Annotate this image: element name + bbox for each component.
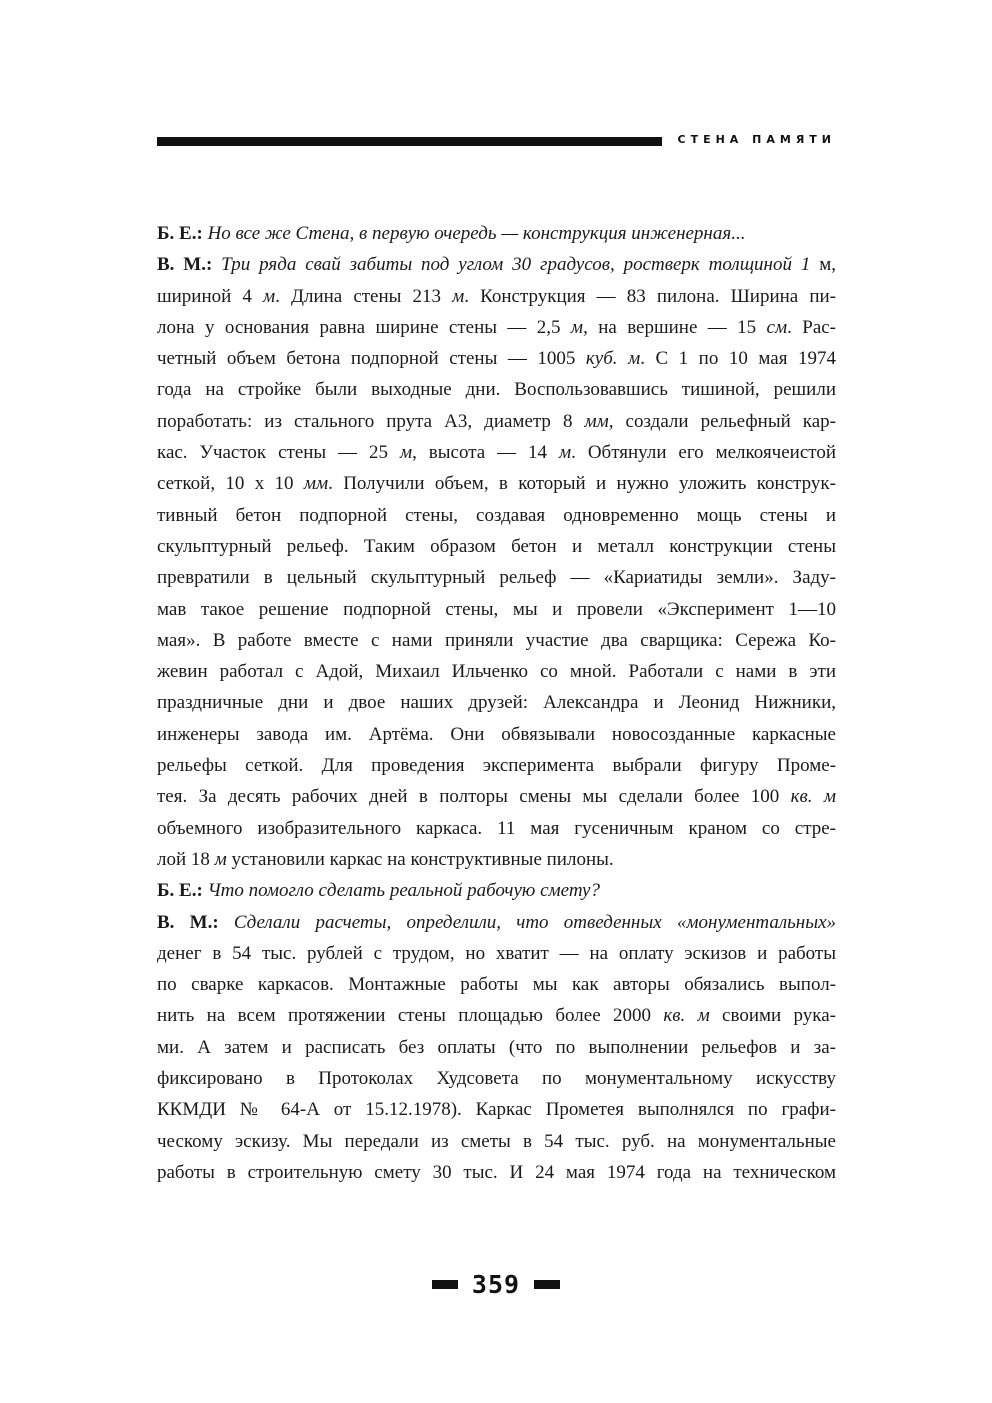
- unit-text: м: [263, 285, 276, 307]
- line-text: , на вершине — 15: [583, 316, 767, 338]
- line-text: . Рас-: [787, 316, 836, 338]
- line-text: объемного изобразительного каркаса. 11 мая гусеничным краном со стре-: [157, 817, 836, 839]
- unit-text: кв. м: [663, 1005, 710, 1027]
- line-text: кас. Участок стены — 25: [157, 442, 400, 464]
- unit-text: Сделали расчеты, определили, что отведенных «монументальных»: [218, 911, 836, 933]
- text-line: [157, 374, 836, 405]
- unit-text: Но все же Стена, в первую очередь — конструкция инженерная...: [202, 223, 746, 244]
- unit-text: мм: [303, 473, 329, 495]
- unit-text: м: [570, 316, 584, 338]
- unit-text: Три ряда свай забиты под углом 30 градусов, ростверк толщиной 1: [212, 254, 820, 276]
- line-text: . Длина стены 213: [275, 285, 453, 307]
- text-line: [157, 1000, 836, 1031]
- text-line: [157, 1126, 836, 1157]
- line-text: ческому эскизу. Мы передали из сметы в 54 тыс. руб. на монументальные: [157, 1130, 836, 1152]
- text-line: [157, 750, 836, 781]
- unit-text: м: [399, 442, 413, 464]
- unit-text: Что помогло сделать реальной рабочую смету?: [202, 880, 600, 902]
- unit-text: ,: [831, 254, 836, 276]
- line-text: ККМДИ № 64-А от 15.12.1978). Каркас Прометея выполнялся по графи-: [157, 1099, 836, 1121]
- line-text: своими рука-: [709, 1005, 836, 1027]
- line-text: года на стройке были выходные дни. Воспользовавшись тишиной, решили: [157, 379, 836, 401]
- line-text: . Получили объем, в который и нужно уложить конструк-: [328, 473, 836, 495]
- unit-text: кв. м: [790, 786, 836, 808]
- unit-text: куб. м: [585, 348, 641, 370]
- text-line: [157, 312, 836, 343]
- section-title: СТЕНА ПАМЯТИ: [677, 133, 836, 146]
- unit-text: м: [214, 848, 227, 870]
- line-text: рельефы сеткой. Для проведения эксперимента выбрали фигуру Проме-: [157, 755, 836, 777]
- text-line: [157, 719, 836, 750]
- footer-right-dash: [534, 1280, 560, 1289]
- text-line: [157, 281, 836, 312]
- line-text: тея. За десять рабочих дней в полторы смены мы сделали более 100: [157, 786, 791, 808]
- line-text: . С 1 по 10 мая 1974: [640, 348, 836, 370]
- line-text: ми. А затем и расписать без оплаты (что по выполнении рельефов и за-: [157, 1036, 836, 1058]
- text-line: [157, 781, 836, 812]
- line-text: денег в 54 тыс. рублей с трудом, но хватит — на оплату эскизов и работы: [157, 942, 836, 964]
- text-line: [157, 1032, 836, 1063]
- text-line: [157, 437, 836, 468]
- line-text: поработать: из стального прута А3, диаметр 8: [157, 410, 585, 432]
- unit-text: м: [452, 285, 465, 307]
- text-line: [157, 907, 836, 938]
- page-number: 359: [471, 1269, 521, 1299]
- text-line: [157, 531, 836, 562]
- text-line: [157, 218, 836, 249]
- speaker-label: В. М.:: [157, 911, 219, 933]
- text-line: [157, 562, 836, 593]
- text-line: [157, 938, 836, 969]
- unit-text: см: [766, 316, 788, 338]
- text-line: [157, 969, 836, 1000]
- text-line: [157, 625, 836, 656]
- line-text: мая». В работе вместе с нами приняли участие два сварщика: Сережа Ко-: [157, 629, 836, 651]
- running-header: [157, 131, 836, 153]
- speaker-label: В. М.:: [157, 254, 213, 276]
- line-text: мав такое решение подпорной стены, мы и провели «Эксперимент 1—10: [157, 598, 836, 620]
- line-text: превратили в цельный скульптурный рельеф — «Кариатиды земли». Заду-: [157, 567, 836, 589]
- line-text: . Обтянули его мелкоячеистой: [571, 442, 836, 464]
- text-line: [157, 844, 836, 875]
- text-line: [157, 687, 836, 718]
- text-line: [157, 656, 836, 687]
- line-text: жевин работал с Адой, Михаил Ильченко со мной. Работали с нами в эти: [157, 661, 836, 683]
- line-text: по сварке каркасов. Монтажные работы мы как авторы обязались выпол-: [157, 974, 836, 996]
- text-line: [157, 500, 836, 531]
- line-text: . Конструкция — 83 пилона. Ширина пи-: [464, 285, 836, 307]
- speaker-label: Б. Е.:: [157, 880, 203, 902]
- line-text: нить на всем протяжении стены площадью более 2000: [157, 1005, 664, 1027]
- text-line: [157, 1157, 836, 1188]
- line-text: инженеры завода им. Артёма. Они обвязывали новосозданные каркасные: [157, 723, 836, 745]
- line-text: сеткой, 10 х 10: [157, 473, 304, 495]
- unit-text: мм: [584, 410, 609, 432]
- text-line: [157, 594, 836, 625]
- text-line: [157, 343, 836, 374]
- text-line: [157, 1063, 836, 1094]
- unit-text: м: [559, 442, 572, 464]
- line-text: фиксировано в Протоколах Худсовета по монументальному искусству: [157, 1068, 836, 1090]
- line-text: установили каркас на конструктивные пилоны.: [226, 848, 614, 870]
- body-text: [157, 218, 836, 1188]
- line-text: четный объем бетона подпорной стены — 1005: [157, 348, 586, 370]
- text-line: [157, 1094, 836, 1125]
- header-rule: [157, 137, 662, 146]
- line-text: тивный бетон подпорной стены, создавая одновременно мощь стены и: [157, 504, 836, 526]
- line-text: скульптурный рельеф. Таким образом бетон и металл конструкции стены: [157, 535, 836, 557]
- line-text: лона у основания равна ширине стены — 2,5: [157, 316, 571, 338]
- text-line: [157, 875, 836, 906]
- footer-left-dash: [432, 1280, 458, 1289]
- line-text: праздничные дни и двое наших друзей: Александра и Леонид Нижники,: [157, 692, 836, 714]
- line-text: , создали рельефный кар-: [608, 410, 836, 432]
- line-text: шириной 4: [157, 285, 264, 307]
- line-text: работы в строительную смету 30 тыс. И 24 мая 1974 года на техническом: [157, 1161, 836, 1183]
- text-line: [157, 468, 836, 499]
- line-text: , высота — 14: [412, 442, 559, 464]
- speaker-label: Б. Е.:: [157, 223, 203, 244]
- text-line: [157, 406, 836, 437]
- page-footer: [0, 1268, 992, 1300]
- line-text: м: [819, 254, 832, 276]
- text-line: [157, 249, 836, 280]
- line-text: лой 18: [157, 848, 215, 870]
- text-line: [157, 813, 836, 844]
